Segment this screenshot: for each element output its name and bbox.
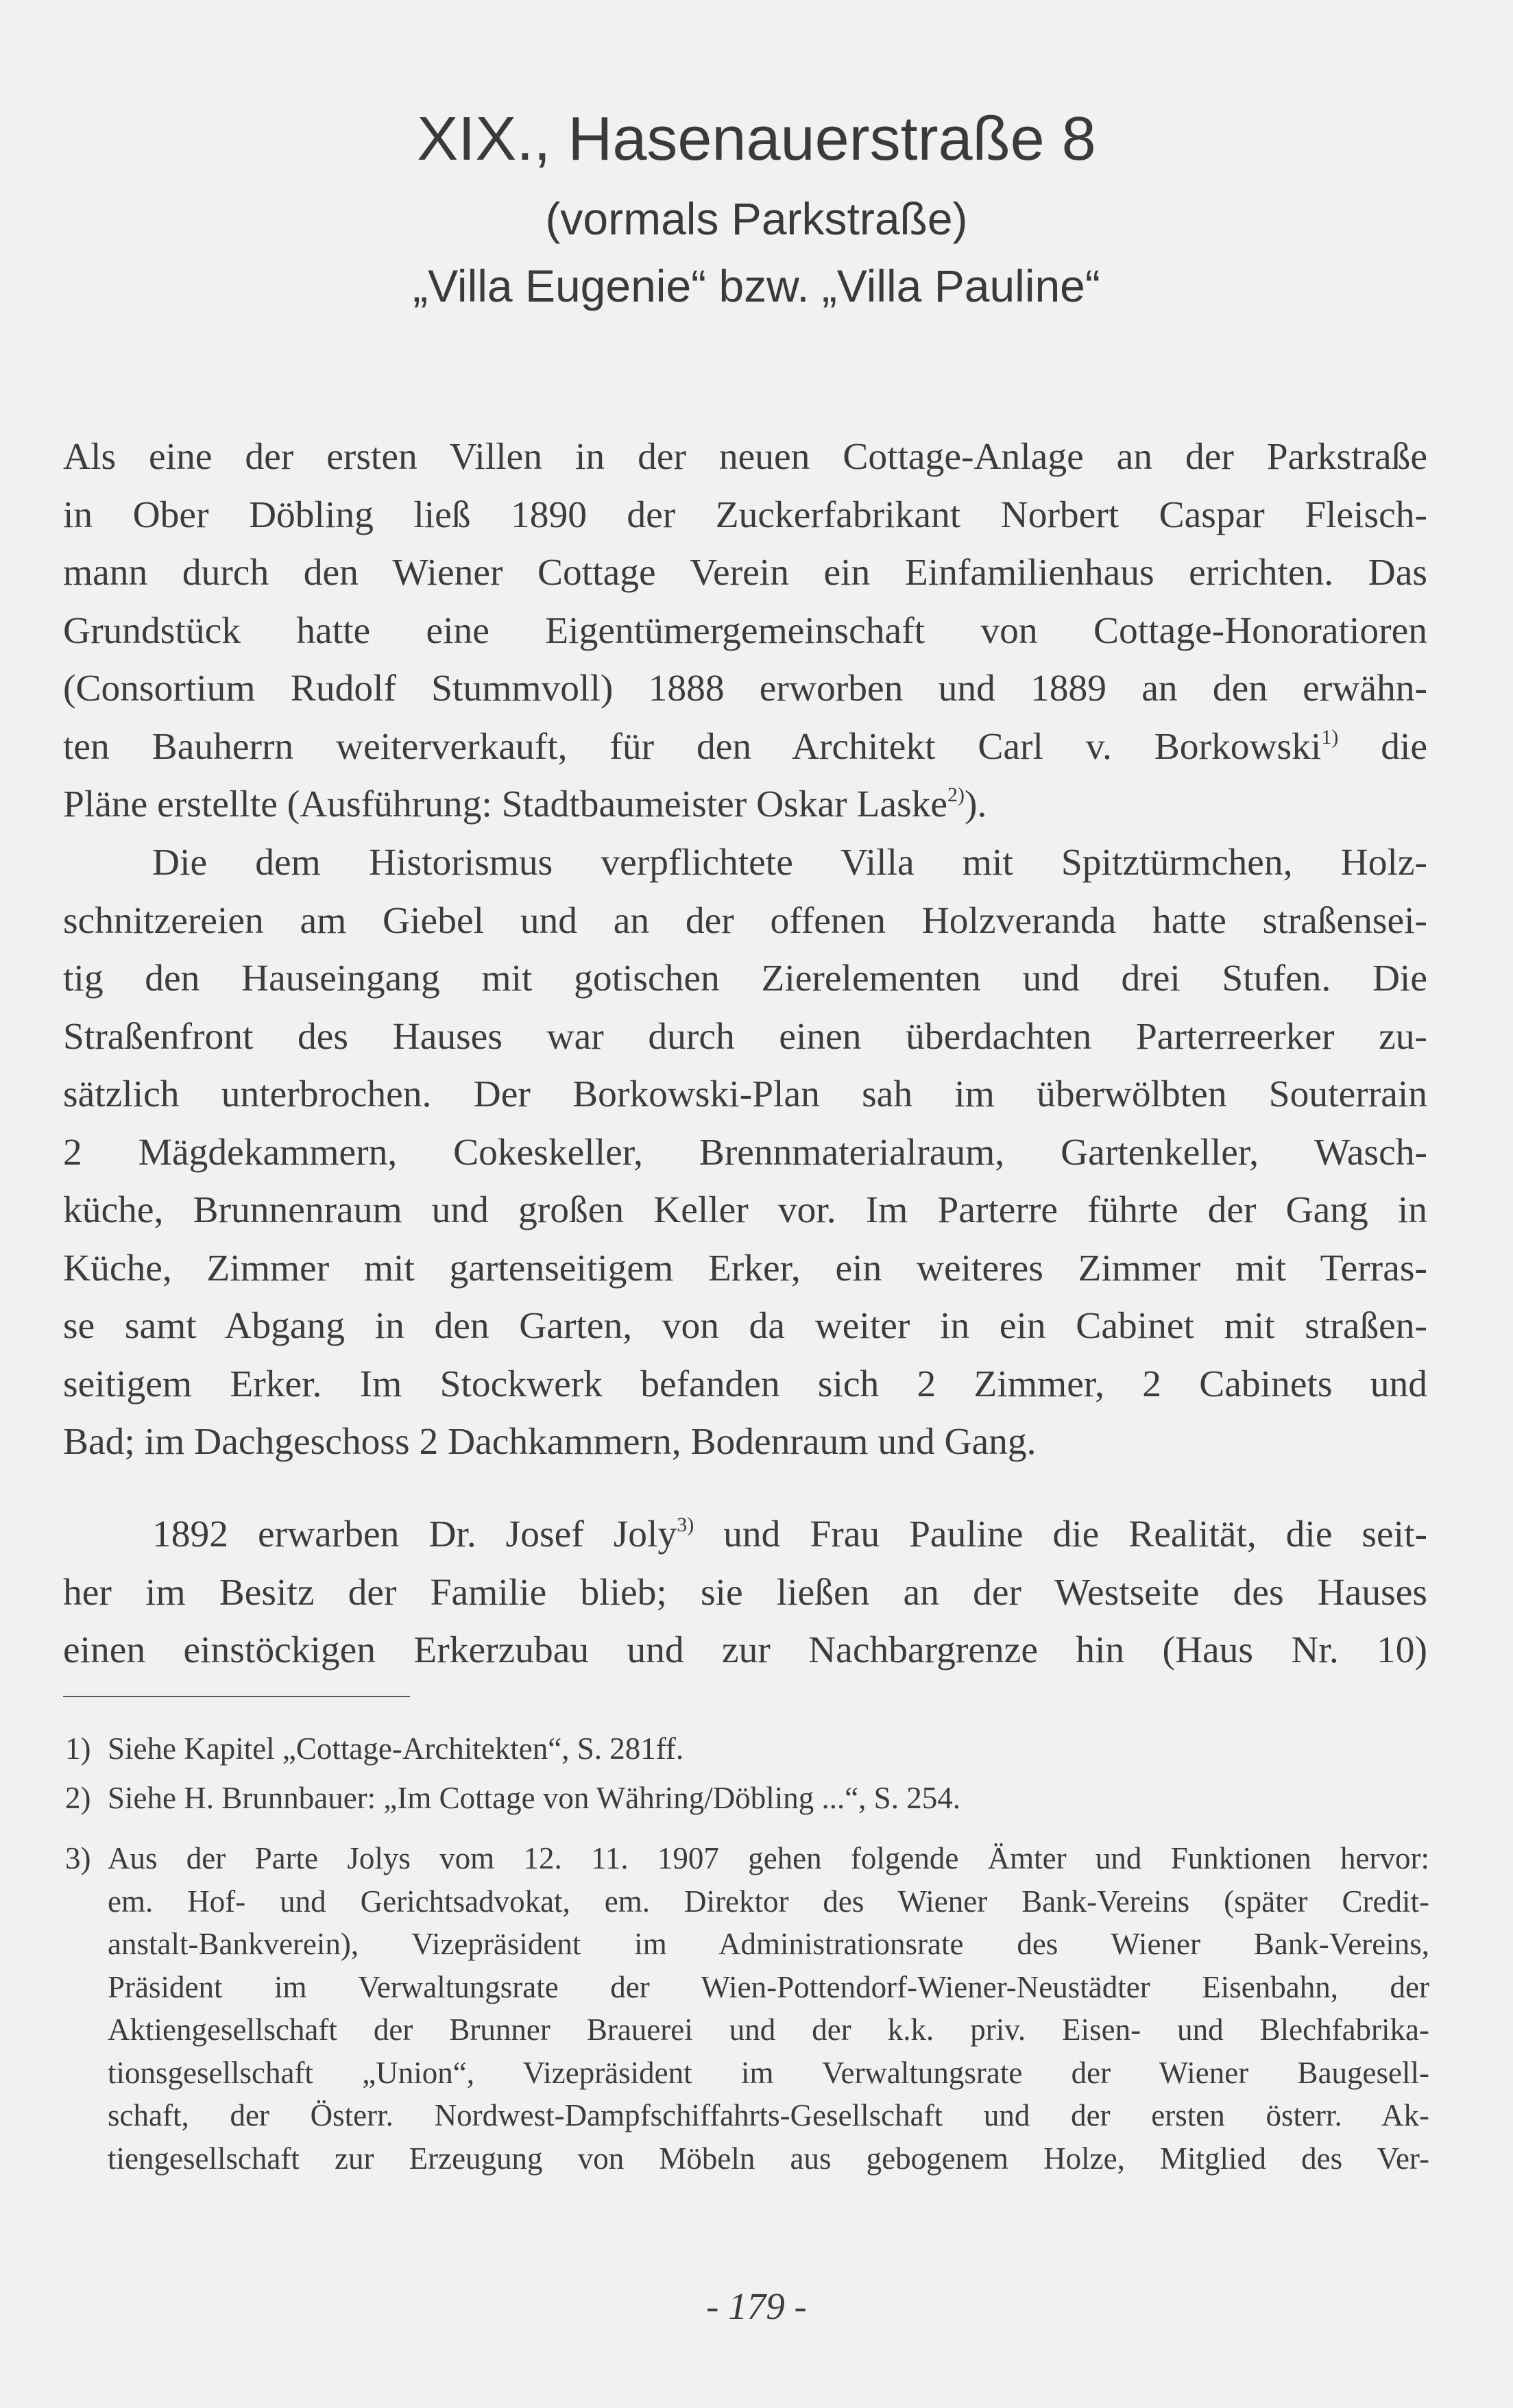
footnote-line: Präsident im Verwaltungsrate der Wien-Pottendorf-Wiener-Neustädter Eisenbahn, der bbox=[108, 1969, 1429, 2004]
text-line: schnitzereien am Giebel und an der offenen Holzveranda hatte straßensei- bbox=[63, 899, 1427, 942]
text-line: Küche, Zimmer mit gartenseitigem Erker, ein weiteres Zimmer mit Terras- bbox=[63, 1247, 1427, 1289]
footnote-line: anstalt-Bankverein), Vizepräsident im Administrationsrate des Wiener Bank-Vereins, bbox=[108, 1927, 1429, 1961]
footnote-line: tiengesellschaft zur Erzeugung von Möbeln aus gebogenem Holze, Mitglied des Ver- bbox=[108, 2141, 1429, 2176]
text-segment: ). bbox=[965, 783, 987, 825]
footnote-number: 2) bbox=[65, 1781, 91, 1815]
text-line: in Ober Döbling ließ 1890 der Zuckerfabrikant Norbert Caspar Fleisch- bbox=[63, 494, 1427, 536]
footnote-line: Aus der Parte Jolys vom 12. 11. 1907 gehen folgende Ämter und Funktionen hervor: bbox=[108, 1841, 1429, 1875]
text-line: einen einstöckigen Erkerzubau und zur Nachbargrenze hin (Haus Nr. 10) bbox=[63, 1629, 1427, 1671]
text-line: Grundstück hatte eine Eigentümergemeinschaft von Cottage-Honoratioren bbox=[63, 609, 1427, 652]
footnote-number: 3) bbox=[65, 1841, 91, 1875]
footnote-divider bbox=[63, 1696, 410, 1697]
footnote-text bbox=[108, 1727, 1429, 1771]
text-segment: und Frau Pauline die Realität, die seit- bbox=[694, 1513, 1427, 1555]
footnote-ref-1: 1) bbox=[1321, 725, 1339, 749]
footnote-line: Aktiengesellschaft der Brunner Brauerei und der k.k. priv. Eisen- und Blechfabrika- bbox=[108, 2012, 1429, 2047]
text-segment: ten Bauherrn weiterverkauft, für den Architekt Carl v. Borkowski bbox=[63, 725, 1322, 768]
paragraph-1 bbox=[63, 428, 1427, 834]
text-segment: die bbox=[1338, 725, 1427, 768]
text-line: sätzlich unterbrochen. Der Borkowski-Plan sah im überwölbten Souterrain bbox=[63, 1073, 1427, 1115]
footnote-line: Siehe Kapitel „Cottage-Architekten“, S. 281ff. bbox=[108, 1731, 684, 1766]
page-number: - 179 - bbox=[706, 2285, 807, 2327]
text-line: Als eine der ersten Villen in der neuen Cottage-Anlage an der Parkstraße bbox=[63, 436, 1427, 478]
footnote-line: schaft, der Österr. Nordwest-Dampfschiffahrts-Gesellschaft und der ersten österr. Ak- bbox=[108, 2098, 1429, 2132]
footnote-ref-3: 3) bbox=[677, 1513, 694, 1536]
footnote-ref-2: 2) bbox=[947, 783, 965, 806]
footnote-line: tionsgesellschaft „Union“, Vizepräsident im Verwaltungsrate der Wiener Baugesell- bbox=[108, 2055, 1429, 2090]
text-line: tig den Hauseingang mit gotischen Zierelementen und drei Stufen. Die bbox=[63, 958, 1427, 999]
text-line: her im Besitz der Familie blieb; sie ließen an der Westseite des Hauses bbox=[63, 1571, 1427, 1614]
text-line: (Consortium Rudolf Stummvoll) 1888 erworben und 1889 an den erwähn- bbox=[63, 668, 1427, 709]
text-line: küche, Brunnenraum und großen Keller vor. Im Parterre führte der Gang in bbox=[63, 1189, 1427, 1231]
text-line: Bad; im Dachgeschoss 2 Dachkammern, Bodenraum und Gang. bbox=[63, 1421, 1037, 1463]
text-line: se samt Abgang in den Garten, von da weiter in ein Cabinet mit straßen- bbox=[63, 1305, 1427, 1347]
villa-names-heading: „Villa Eugenie“ bzw. „Villa Pauline“ bbox=[413, 260, 1100, 311]
text-segment: Pläne erstellte (Ausführung: Stadtbaumeister Oskar Laske bbox=[63, 783, 948, 825]
footnote-number: 1) bbox=[65, 1731, 91, 1766]
paragraph-2 bbox=[63, 834, 1427, 1472]
footnote-line: em. Hof- und Gerichtsadvokat, em. Direktor des Wiener Bank-Vereins (später Credit- bbox=[108, 1884, 1429, 1919]
text-line bbox=[63, 776, 1427, 834]
text-line: Straßenfront des Hauses war durch einen überdachten Parterreerker zu- bbox=[63, 1015, 1427, 1058]
footnote-text bbox=[108, 1837, 1429, 2180]
paragraph-3 bbox=[63, 1506, 1427, 1680]
footnote-text bbox=[108, 1777, 1429, 1820]
page-subtitle: (vormals Parkstraße) bbox=[545, 193, 968, 244]
text-line: mann durch den Wiener Cottage Verein ein Einfamilienhaus errichten. Das bbox=[63, 552, 1427, 594]
text-segment: 1892 erwarben Dr. Josef Joly bbox=[152, 1513, 677, 1555]
page-title: XIX., Hasenauerstraße 8 bbox=[417, 105, 1096, 173]
text-line: Die dem Historismus verpflichtete Villa mit Spitztürmchen, Holz- bbox=[152, 842, 1427, 884]
text-line: seitigem Erker. Im Stockwerk befanden sich 2 Zimmer, 2 Cabinets und bbox=[63, 1363, 1427, 1405]
footnote-line: Siehe H. Brunnbauer: „Im Cottage von Währing/Döbling ...“, S. 254. bbox=[108, 1781, 960, 1815]
text-line: 2 Mägdekammern, Cokeskeller, Brennmaterialraum, Gartenkeller, Wasch- bbox=[63, 1131, 1427, 1173]
text-line bbox=[63, 1506, 1427, 1564]
text-line bbox=[63, 718, 1427, 777]
